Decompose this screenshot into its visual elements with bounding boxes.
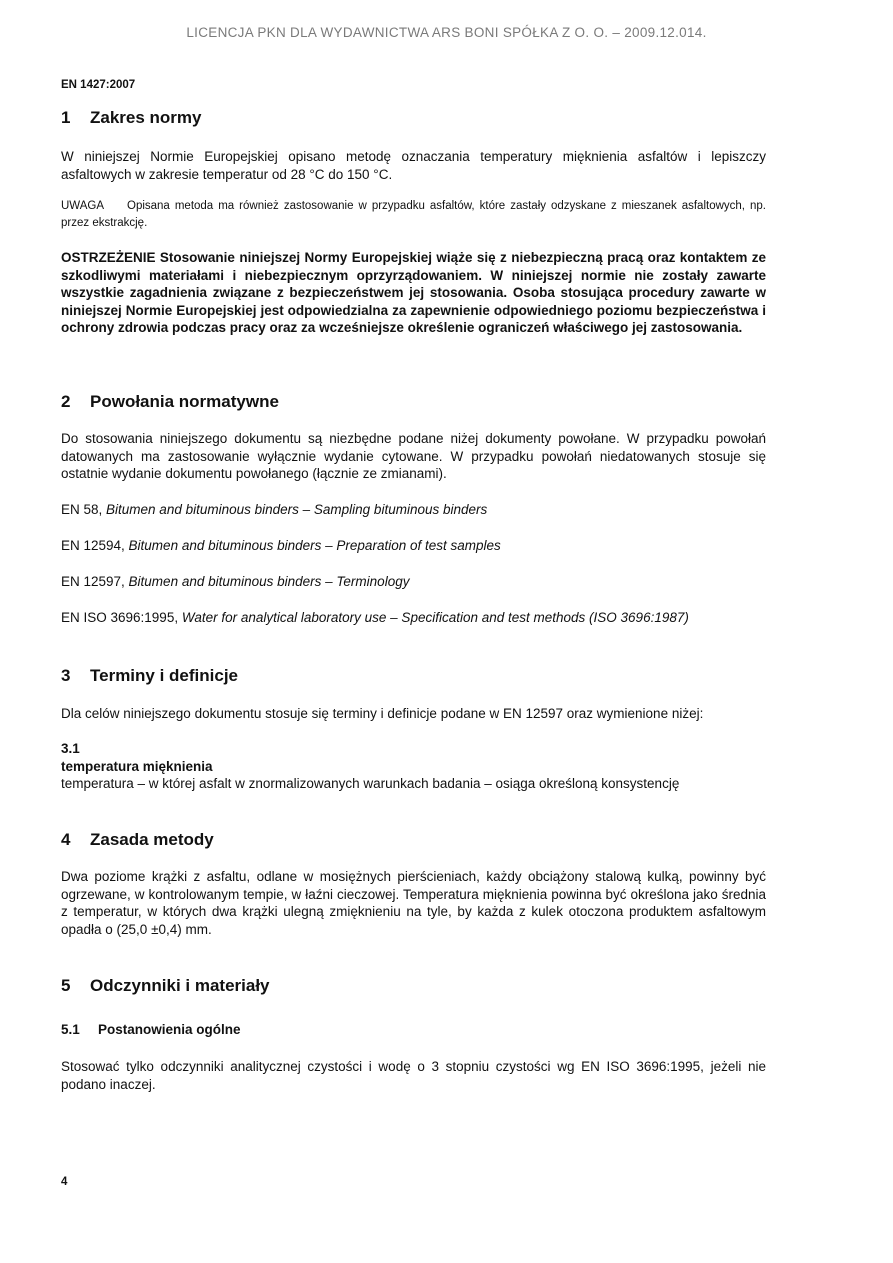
section-3-heading [61,666,238,686]
section-title: Odczynniki i materiały [90,976,270,995]
term-definition: temperatura – w której asfalt w znormalizowanych warunkach badania – osiąga określoną konsystencję [61,776,680,791]
term-number: 3.1 [61,741,80,756]
section-2-paragraph: Do stosowania niniejszego dokumentu są niezbędne podane niżej dokumenty powołane. W przypadku powołań datowanych ma zastosowanie wyłącznie wydanie cytowane. W przypadku powołań niedatowanych stosuje się ostatnie wydanie dokumentu powołanego (łącznie ze zmianami). [61,431,766,481]
section-1-heading [61,108,202,128]
section-4-heading [61,830,214,850]
license-header: LICENCJA PKN DLA WYDAWNICTWA ARS BONI SPÓŁKA Z O. O. – 2009.12.014. [186,25,707,40]
section-3-paragraph: Dla celów niniejszego dokumentu stosuje się terminy i definicje podane w EN 12597 oraz wymienione niżej: [61,706,704,721]
standard-code: EN 1427:2007 [61,79,136,91]
subsection-number: 5.1 [61,1022,80,1037]
reference-code: EN ISO 3696:1995, [61,610,182,625]
normative-reference [61,502,487,517]
note [61,198,766,232]
term-name: temperatura mięknienia [61,758,213,774]
term-entry [61,740,766,793]
reference-code: EN 58, [61,502,107,517]
note-label: UWAGA [61,200,105,212]
section-title: Zakres normy [90,108,202,127]
section-title: Powołania normatywne [90,392,279,411]
section-4-paragraph: Dwa poziome krążki z asfaltu, odlane w mosiężnych pierścieniach, każdy obciążony stalową kulką, powinny być ogrzewane, w kontrolowanym tempie, w łaźni cieczowej. Temperatura mięknienia powinna być określona jako średnia z temperatur, w których dwa krążki ulegną zmięknieniu na tyle, by każda z kulek otoczona produktem asfaltowym opadła o (25,0 ±0,4) mm. [61,869,766,937]
reference-code: EN 12594, [61,538,129,553]
normative-reference [61,574,409,589]
section-number: 2 [61,392,71,411]
section-number: 5 [61,976,71,995]
normative-reference [61,610,689,625]
reference-title: Bitumen and bituminous binders – Terminology [128,574,410,589]
reference-title: Water for analytical laboratory use – Specification and test methods (ISO 3696:1987) [181,610,689,625]
section-title: Zasada metody [90,830,214,849]
normative-reference [61,538,501,553]
note-text: Opisana metoda ma również zastosowanie w przypadku asfaltów, które zastały odzyskane z mieszanek asfaltowych, np. przez ekstrakcję. [61,200,766,229]
section-2-heading [61,392,279,412]
section-1-paragraph: W niniejszej Normie Europejskiej opisano metodę oznaczania temperatury mięknienia asfaltów i lepiszczy asfaltowych w zakresie temperatur od 28 °C do 150 °C. [61,149,766,182]
section-5-paragraph: Stosować tylko odczynniki analitycznej czystości i wodę o 3 stopniu czystości wg EN ISO 3696:1995, jeżeli nie podano inaczej. [61,1059,766,1092]
subsection-title: Postanowienia ogólne [98,1022,241,1037]
section-number: 1 [61,108,71,127]
section-title: Terminy i definicje [90,666,239,685]
subsection-5-1-heading [61,1022,241,1037]
reference-title: Bitumen and bituminous binders – Preparation of test samples [128,538,501,553]
reference-code: EN 12597, [61,574,129,589]
section-5-heading [61,976,270,996]
section-number: 4 [61,830,71,849]
page-number: 4 [61,1176,68,1188]
warning-paragraph: OSTRZEŻENIE Stosowanie niniejszej Normy Europejskiej wiąże się z niebezpieczną pracą oraz kontaktem ze szkodliwymi materiałami i niebezpiecznym oprzyrządowaniem. W niniejszej normie nie zostały zawarte wszystkie zagadnienia związane z bezpieczeństwem jej stosowania. Osoba stosująca procedury zawarte w niniejszej Normie Europejskiej jest odpowiedzialna za zapewnienie odpowiedniego poziomu bezpieczeństwa i ochrony zdrowia podczas pracy oraz za wcześniejsze określenie ograniczeń właściwego jej zastosowania. [61,250,766,336]
section-number: 3 [61,666,71,685]
reference-title: Bitumen and bituminous binders – Sampling bituminous binders [106,502,488,517]
